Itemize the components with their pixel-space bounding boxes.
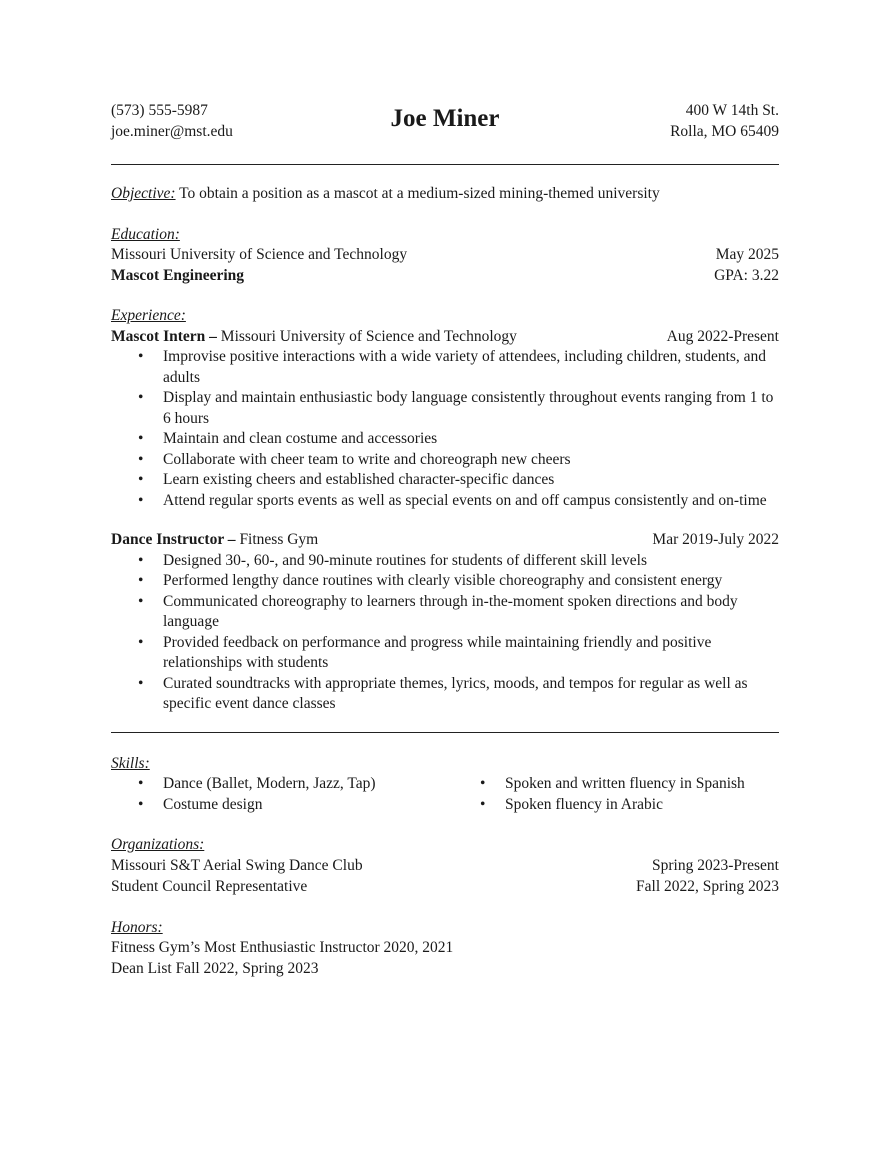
job-title: Mascot Intern – [111, 327, 217, 345]
organizations-label: Organizations: [111, 836, 205, 853]
job-title: Dance Instructor – [111, 531, 236, 548]
honors-section [111, 918, 779, 980]
list-item: • Performed lengthy dance routines with clearly visible choreography and consistent energy [163, 571, 779, 592]
organization-date: Fall 2022, Spring 2023 [636, 878, 779, 895]
organization-name: Student Council Representative [111, 878, 308, 895]
list-item: • Curated soundtracks with appropriate themes, lyrics, moods, and tempos for regular as well as specific event dance classes [163, 674, 779, 715]
list-item: • Spoken fluency in Arabic [505, 795, 745, 816]
job-dates: Aug 2022-Present [666, 327, 779, 345]
organization-row [111, 877, 779, 898]
objective-section [111, 184, 779, 205]
skills-list-right [453, 774, 745, 815]
list-item: • Collaborate with cheer team to write and choreograph new cheers [163, 450, 779, 471]
education-label: Education: [111, 225, 180, 243]
email-address: joe.miner@mst.edu [111, 122, 233, 140]
list-item: • Learn existing cheers and established character-specific dances [163, 470, 779, 491]
candidate-name: Joe Miner [390, 105, 500, 132]
job-heading [111, 530, 318, 551]
list-item: • Spoken and written fluency in Spanish [505, 774, 745, 795]
resume-content [111, 101, 779, 979]
phone-number: (573) 555-5987 [111, 102, 208, 119]
skills-columns [111, 774, 779, 815]
job-bullet-list [111, 551, 779, 715]
skills-list-left [111, 774, 453, 815]
organization-name: Missouri S&T Aerial Swing Dance Club [111, 856, 363, 874]
skills-section [111, 754, 779, 816]
list-item: • Display and maintain enthusiastic body language consistently throughout events ranging from 1 to 6 hours [163, 388, 779, 429]
job-bullet-list [111, 347, 779, 511]
job-organization: Missouri University of Science and Technology [216, 327, 517, 345]
honors-label: Honors: [111, 918, 163, 936]
experience-section [111, 306, 779, 715]
skills-label: Skills: [111, 754, 150, 772]
address-block [670, 101, 779, 142]
organizations-section [111, 835, 779, 898]
education-degree-row [111, 266, 779, 287]
list-item: • Provided feedback on performance and progress while maintaining friendly and positive relationships with students [163, 633, 779, 674]
address-line-1: 400 W 14th St. [685, 102, 779, 119]
header-divider [111, 164, 779, 165]
job-organization: Fitness Gym [235, 531, 319, 548]
honor-item: Fitness Gym’s Most Enthusiastic Instructor 2020, 2021 [111, 939, 454, 956]
graduation-date: May 2025 [715, 246, 779, 263]
school-name: Missouri University of Science and Technology [111, 246, 408, 263]
list-item: • Communicated choreography to learners through in-the-moment spoken directions and body language [163, 592, 779, 633]
job-dates: Mar 2019-July 2022 [652, 531, 779, 548]
address-line-2: Rolla, MO 65409 [670, 122, 779, 140]
education-section [111, 225, 779, 287]
education-school-row [111, 245, 779, 266]
resume-header [111, 101, 779, 149]
list-item: • Costume design [163, 795, 453, 816]
objective-label: Objective: [111, 185, 176, 202]
objective-text: To obtain a position as a mascot at a medium-sized mining-themed university [175, 185, 660, 202]
experience-label: Experience: [111, 307, 186, 324]
section-divider [111, 732, 779, 733]
job-heading-row [111, 327, 779, 348]
job-entry [111, 530, 779, 715]
job-entry [111, 327, 779, 512]
list-item: • Attend regular sports events as well as special events on and off campus consistently and on-time [163, 491, 779, 512]
list-item: • Improvise positive interactions with a wide variety of attendees, including children, students, and adults [163, 347, 779, 388]
honor-item: Dean List Fall 2022, Spring 2023 [111, 959, 319, 977]
job-heading [111, 327, 517, 348]
organization-date: Spring 2023-Present [651, 856, 779, 874]
degree-name: Mascot Engineering [111, 266, 245, 284]
list-item: • Designed 30-, 60-, and 90-minute routines for students of different skill levels [163, 551, 779, 572]
job-heading-row [111, 530, 779, 551]
list-item: • Dance (Ballet, Modern, Jazz, Tap) [163, 774, 453, 795]
organization-row [111, 856, 779, 877]
list-item: • Maintain and clean costume and accessories [163, 429, 779, 450]
gpa: GPA: 3.22 [714, 266, 779, 284]
